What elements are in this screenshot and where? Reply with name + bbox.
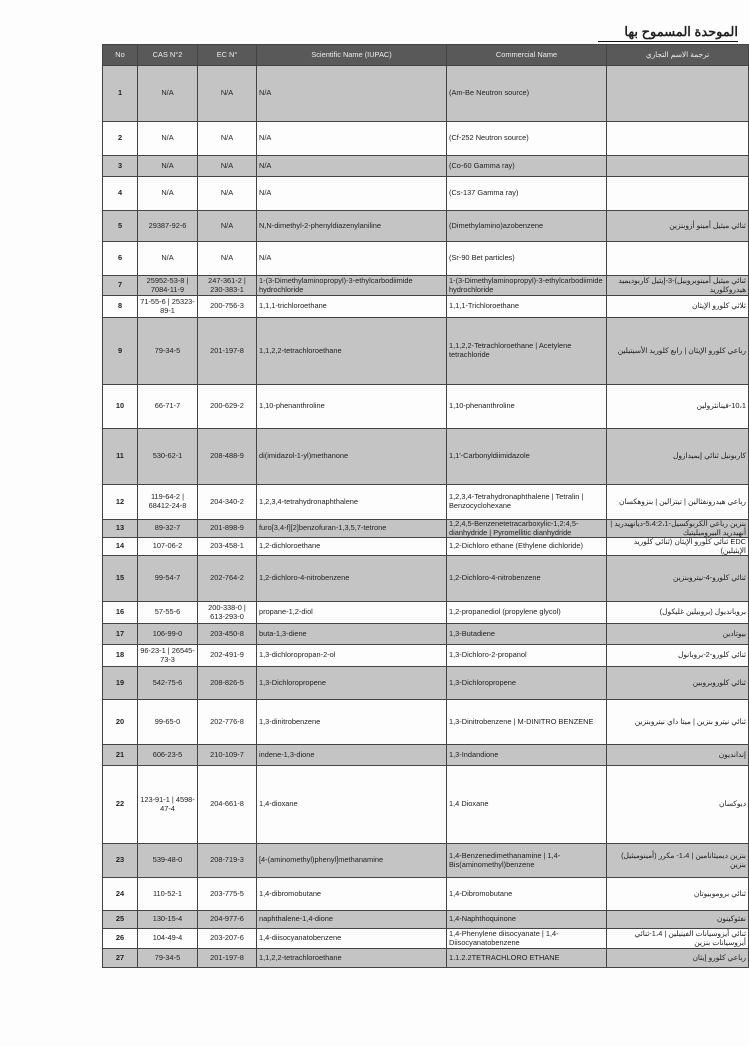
cell-no: 5 <box>103 211 138 242</box>
table-row <box>103 276 749 296</box>
cell-cas: 542-75-6 <box>138 667 198 700</box>
cell-no: 3 <box>103 156 138 177</box>
cell-commercial: (Cf-252 Neutron source) <box>447 122 607 156</box>
cell-no: 6 <box>103 242 138 276</box>
header-commercial: Commercial Name <box>447 45 607 66</box>
cell-arabic: ثلاثي كلورو الإيثان <box>607 296 749 318</box>
cell-commercial: (Am-Be Neutron source) <box>447 66 607 122</box>
cell-no: 26 <box>103 929 138 949</box>
cell-iupac: N/A <box>257 122 447 156</box>
cell-cas: 79-34-5 <box>138 949 198 968</box>
cell-cas: N/A <box>138 156 198 177</box>
header-arabic: ترجمة الاسم التجاري <box>607 45 749 66</box>
cell-commercial: 1,3-Dichloropropene <box>447 667 607 700</box>
cell-cas: 110-52-1 <box>138 878 198 911</box>
table-row <box>103 156 749 177</box>
cell-ec: 200-338-0 | 613-293-0 <box>198 602 257 624</box>
cell-commercial: 1,4-Benzenedimethanamine | 1,4-Bis(aminomethyl)benzene <box>447 844 607 878</box>
cell-arabic: بنزين ديميثانامين | 1،4- مكرر (أمينوميثيل) بنزين <box>607 844 749 878</box>
cell-no: 20 <box>103 700 138 745</box>
cell-cas: 119-64-2 | 68412-24-8 <box>138 485 198 520</box>
table-row <box>103 385 749 429</box>
cell-arabic: رباعي كلورو الإيثان | رابع كلوريد الأسيتيلين <box>607 318 749 385</box>
cell-commercial: 1,3-Dinitrobenzene | M-DINITRO BENZENE <box>447 700 607 745</box>
cell-iupac: 1,3-Dichloropropene <box>257 667 447 700</box>
cell-cas: 96-23-1 | 26545-73-3 <box>138 645 198 667</box>
cell-cas: 123-91-1 | 4598-47-4 <box>138 766 198 844</box>
cell-iupac: N/A <box>257 177 447 211</box>
cell-iupac: naphthalene-1,4-dione <box>257 911 447 929</box>
cell-iupac: 1,10-phenanthroline <box>257 385 447 429</box>
table-row <box>103 556 749 602</box>
cell-commercial: 1,2-Dichloro ethane (Ethylene dichloride) <box>447 538 607 556</box>
cell-ec: N/A <box>198 211 257 242</box>
cell-ec: 201-197-8 <box>198 949 257 968</box>
table-row <box>103 745 749 766</box>
cell-commercial: 1,4-Phenylene diisocyanate | 1,4-Diisocyanatobenzene <box>447 929 607 949</box>
cell-commercial: 1,4 Dioxane <box>447 766 607 844</box>
cell-arabic: ثنائي نيترو بنزين | ميتا داي نيتروبنزين <box>607 700 749 745</box>
cell-iupac: 1,1,2,2-tetrachloroethane <box>257 318 447 385</box>
cell-no: 15 <box>103 556 138 602</box>
cell-cas: 539-48-0 <box>138 844 198 878</box>
cell-commercial: 1,2,4,5-Benzenetetracarboxylic-1,2:4,5-dianhydride | Pyromellitic dianhydride <box>447 520 607 538</box>
cell-arabic: ثنائي أيزوسيانات الفينيلين | 1،4-ثنائي أيزوسيانات بنزين <box>607 929 749 949</box>
cell-no: 16 <box>103 602 138 624</box>
table-row <box>103 211 749 242</box>
table-body <box>103 66 749 968</box>
table-row <box>103 645 749 667</box>
cell-cas: 71-55-6 | 25323-89-1 <box>138 296 198 318</box>
cell-iupac: N/A <box>257 156 447 177</box>
cell-arabic: رباعي هيدرونفثالين | تيترالين | بنزوهكسان <box>607 485 749 520</box>
table-row <box>103 911 749 929</box>
cell-cas: N/A <box>138 122 198 156</box>
cell-iupac: 1-(3-Dimethylaminopropyl)-3-ethylcarbodiimide hydrochloride <box>257 276 447 296</box>
cell-commercial: (Cs-137 Gamma ray) <box>447 177 607 211</box>
table-row <box>103 949 749 968</box>
cell-ec: N/A <box>198 122 257 156</box>
table-row <box>103 66 749 122</box>
cell-no: 23 <box>103 844 138 878</box>
header-cas: CAS N°2 <box>138 45 198 66</box>
cell-arabic: ثنائي بروموبيوتان <box>607 878 749 911</box>
cell-commercial: (Dimethylamino)azobenzene <box>447 211 607 242</box>
cell-no: 17 <box>103 624 138 645</box>
cell-commercial: 1,10-phenanthroline <box>447 385 607 429</box>
cell-arabic <box>607 242 749 276</box>
cell-iupac: 1,2-dichloroethane <box>257 538 447 556</box>
cell-arabic: كاربونيل ثنائي إيميدازول <box>607 429 749 485</box>
cell-arabic: بروبانديول (بروبيلين غليكول) <box>607 602 749 624</box>
cell-iupac: 1,4-diisocyanatobenzene <box>257 929 447 949</box>
header-iupac: Scientific Name (IUPAC) <box>257 45 447 66</box>
cell-ec: 204-661-8 <box>198 766 257 844</box>
cell-no: 2 <box>103 122 138 156</box>
cell-no: 10 <box>103 385 138 429</box>
table-row <box>103 122 749 156</box>
cell-iupac: N/A <box>257 66 447 122</box>
table-row <box>103 766 749 844</box>
cell-no: 8 <box>103 296 138 318</box>
table-row <box>103 667 749 700</box>
cell-arabic: ثنائي ميثيل أمينوبروبيل)-3-إيثيل كاربوديميد هيدروكلوريد <box>607 276 749 296</box>
cell-no: 27 <box>103 949 138 968</box>
cell-cas: 57-55-6 <box>138 602 198 624</box>
cell-arabic: ديوكسان <box>607 766 749 844</box>
table-row <box>103 296 749 318</box>
cell-commercial: 1,1,2,2-Tetrachloroethane | Acetylene tetrachloride <box>447 318 607 385</box>
cell-arabic: إندانديون <box>607 745 749 766</box>
cell-cas: 106-99-0 <box>138 624 198 645</box>
cell-ec: 200-756-3 <box>198 296 257 318</box>
cell-iupac: 1,4-dibromobutane <box>257 878 447 911</box>
table-row <box>103 242 749 276</box>
cell-ec: 208-488-9 <box>198 429 257 485</box>
cell-ec: 201-197-8 <box>198 318 257 385</box>
cell-no: 25 <box>103 911 138 929</box>
cell-no: 1 <box>103 66 138 122</box>
table-row <box>103 624 749 645</box>
cell-arabic: ثنائي كلورو-4-نيتروبنزين <box>607 556 749 602</box>
cell-commercial: 1,3-Indandione <box>447 745 607 766</box>
cell-iupac: N,N-dimethyl-2-phenyldiazenylaniline <box>257 211 447 242</box>
cell-cas: 99-65-0 <box>138 700 198 745</box>
cell-cas: 107-06-2 <box>138 538 198 556</box>
cell-arabic: نفثوكينون <box>607 911 749 929</box>
cell-arabic: EDC ثنائي كلورو الإيثان (ثنائي كلوريد الإيثيلين) <box>607 538 749 556</box>
cell-iupac: propane-1,2-diol <box>257 602 447 624</box>
table-row <box>103 844 749 878</box>
cell-arabic: رباعي كلورو إيثان <box>607 949 749 968</box>
cell-iupac: 1,2-dichloro-4-nitrobenzene <box>257 556 447 602</box>
cell-no: 11 <box>103 429 138 485</box>
cell-ec: 204-340-2 <box>198 485 257 520</box>
cell-ec: 202-776-8 <box>198 700 257 745</box>
cell-arabic: 10،1-فينانثرولين <box>607 385 749 429</box>
cell-arabic: بيوتادين <box>607 624 749 645</box>
cell-ec: 200-629-2 <box>198 385 257 429</box>
cell-no: 9 <box>103 318 138 385</box>
cell-iupac: N/A <box>257 242 447 276</box>
cell-ec: N/A <box>198 177 257 211</box>
cell-iupac: [4-(aminomethyl)phenyl]methanamine <box>257 844 447 878</box>
cell-cas: N/A <box>138 66 198 122</box>
cell-iupac: 1,2,3,4-tetrahydronaphthalene <box>257 485 447 520</box>
cell-commercial: 1,2-Dichloro-4-nitrobenzene <box>447 556 607 602</box>
cell-cas: 99-54-7 <box>138 556 198 602</box>
table-row <box>103 520 749 538</box>
cell-commercial: 1,1,1-Trichloroethane <box>447 296 607 318</box>
cell-iupac: furo[3,4-f][2]benzofuran-1,3,5,7-tetrone <box>257 520 447 538</box>
cell-cas: N/A <box>138 177 198 211</box>
cell-cas: 25952-53-8 | 7084-11-9 <box>138 276 198 296</box>
cell-ec: N/A <box>198 66 257 122</box>
cell-cas: 89-32-7 <box>138 520 198 538</box>
cell-ec: N/A <box>198 156 257 177</box>
cell-commercial: 1,2-propanediol (propylene glycol) <box>447 602 607 624</box>
cell-iupac: 1,4-dioxane <box>257 766 447 844</box>
cell-iupac: 1,1,1-trichloroethane <box>257 296 447 318</box>
table-row <box>103 485 749 520</box>
cell-iupac: 1,1,2,2-tetrachloroethane <box>257 949 447 968</box>
table-row <box>103 878 749 911</box>
substances-table <box>102 44 749 968</box>
cell-commercial: (Sr-90 Bet particles) <box>447 242 607 276</box>
cell-commercial: 1,2,3,4-Tetrahydronaphthalene | Tetralin | Benzocyclohexane <box>447 485 607 520</box>
cell-iupac: buta-1,3-diene <box>257 624 447 645</box>
cell-commercial: (Co-60 Gamma ray) <box>447 156 607 177</box>
cell-arabic <box>607 177 749 211</box>
cell-arabic: بنزين رباعي الكربوكسيل-5،4:2،1-ديانهيدريد | أنهيدريد البيروميليتيك <box>607 520 749 538</box>
cell-cas: 104-49-4 <box>138 929 198 949</box>
table-row <box>103 318 749 385</box>
cell-cas: 66-71-7 <box>138 385 198 429</box>
cell-ec: 202-764-2 <box>198 556 257 602</box>
cell-arabic: ثنائي كلورو-2-بروبانول <box>607 645 749 667</box>
cell-no: 19 <box>103 667 138 700</box>
cell-no: 14 <box>103 538 138 556</box>
cell-ec: 204-977-6 <box>198 911 257 929</box>
cell-cas: 606-23-5 <box>138 745 198 766</box>
table-row <box>103 538 749 556</box>
table-row <box>103 177 749 211</box>
cell-no: 24 <box>103 878 138 911</box>
table-row <box>103 929 749 949</box>
header-ec: EC N° <box>198 45 257 66</box>
cell-ec: 247-361-2 | 230-383-1 <box>198 276 257 296</box>
cell-no: 18 <box>103 645 138 667</box>
cell-commercial: 1,1'-Carbonyldiimidazole <box>447 429 607 485</box>
cell-commercial: 1,4-Naphthoquinone <box>447 911 607 929</box>
cell-arabic <box>607 66 749 122</box>
cell-arabic: ثنائي ميثيل أمينو أزوبنزين <box>607 211 749 242</box>
cell-cas: 530-62-1 <box>138 429 198 485</box>
cell-no: 22 <box>103 766 138 844</box>
cell-commercial: 1-(3-Dimethylaminopropyl)-3-ethylcarbodiimide hydrochloride <box>447 276 607 296</box>
cell-cas: 79-34-5 <box>138 318 198 385</box>
cell-no: 12 <box>103 485 138 520</box>
header-no: No <box>103 45 138 66</box>
cell-iupac: 1,3-dinitrobenzene <box>257 700 447 745</box>
table-header-row <box>103 45 749 66</box>
cell-arabic <box>607 122 749 156</box>
cell-cas: N/A <box>138 242 198 276</box>
cell-ec: 201-898-9 <box>198 520 257 538</box>
cell-no: 21 <box>103 745 138 766</box>
cell-ec: 202-491-9 <box>198 645 257 667</box>
cell-arabic: ثنائي كلوروبروبين <box>607 667 749 700</box>
cell-ec: N/A <box>198 242 257 276</box>
cell-commercial: 1,4-Dibromobutane <box>447 878 607 911</box>
cell-iupac: indene-1,3-dione <box>257 745 447 766</box>
table-row <box>103 602 749 624</box>
page-title: الموحدة المسموح بها <box>598 24 738 42</box>
cell-commercial: 1,3-Butadiene <box>447 624 607 645</box>
cell-no: 4 <box>103 177 138 211</box>
cell-ec: 203-207-6 <box>198 929 257 949</box>
table-row <box>103 700 749 745</box>
cell-cas: 130-15-4 <box>138 911 198 929</box>
cell-iupac: 1,3-dichloropropan-2-ol <box>257 645 447 667</box>
cell-ec: 210-109-7 <box>198 745 257 766</box>
cell-iupac: di(imidazol-1-yl)methanone <box>257 429 447 485</box>
cell-ec: 208-826-5 <box>198 667 257 700</box>
cell-commercial: 1,3-Dichloro-2-propanol <box>447 645 607 667</box>
cell-no: 7 <box>103 276 138 296</box>
table-row <box>103 429 749 485</box>
cell-commercial: 1.1.2.2TETRACHLORO ETHANE <box>447 949 607 968</box>
cell-ec: 203-450-8 <box>198 624 257 645</box>
cell-arabic <box>607 156 749 177</box>
cell-ec: 208-719-3 <box>198 844 257 878</box>
cell-ec: 203-458-1 <box>198 538 257 556</box>
cell-cas: 29387-92-6 <box>138 211 198 242</box>
cell-no: 13 <box>103 520 138 538</box>
cell-ec: 203-775-5 <box>198 878 257 911</box>
